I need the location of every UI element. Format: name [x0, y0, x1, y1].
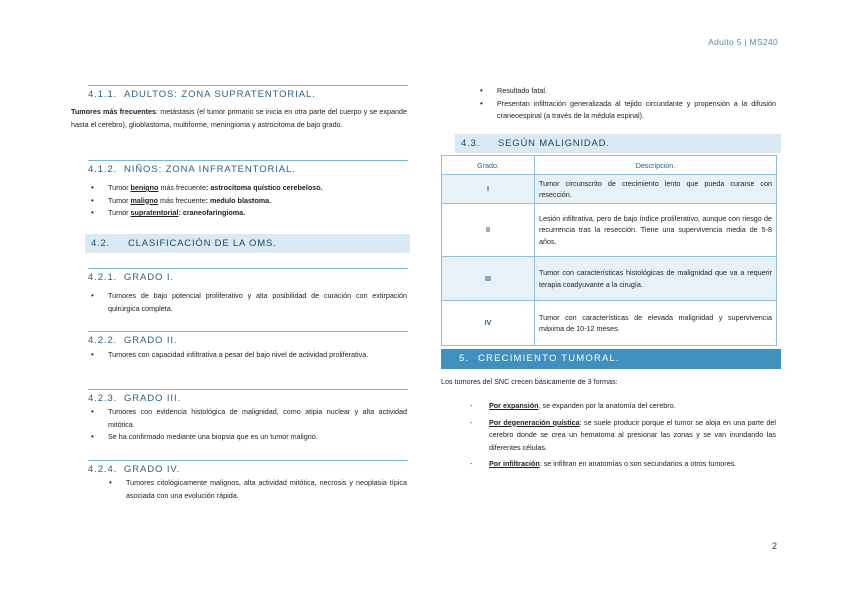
- table-row: [442, 204, 777, 257]
- heading-4-1-1: [88, 85, 408, 100]
- heading-number: 4.2.1.: [88, 272, 118, 283]
- grade-cell: I: [442, 175, 535, 204]
- list-ninos: [89, 182, 407, 220]
- heading-number: 4.3.: [461, 138, 481, 149]
- heading-4-3: [455, 134, 781, 153]
- description-cell: Tumor circunscrito de crecimiento lento que pueda curarse con resección.: [535, 175, 777, 204]
- list-item: • Tumores citológicamente malignos, alta actividad mitótica, necrosis y neoplasia típica asociada con una evolución rápida.: [107, 477, 407, 502]
- description-cell: Tumor con características de elevada malignidad y supervivencia máxima de 10-12 meses.: [535, 301, 777, 346]
- heading-4-2: [85, 234, 410, 253]
- heading-5: [441, 349, 781, 369]
- heading-number: 4.2.: [91, 238, 111, 249]
- heading-4-2-4: [88, 460, 408, 475]
- heading-title: CLASIFICACIÓN DE LA OMS.: [128, 238, 277, 249]
- list-item: • Tumores con evidencia histológica de malignidad, como atipia nuclear y alta actividad mitótica.: [89, 406, 407, 431]
- list-item: - Por expansión, se expanden por la anatomía del cerebro.: [470, 400, 776, 413]
- heading-4-2-2: [88, 331, 408, 346]
- column-header-grado: Grado.: [442, 156, 535, 175]
- list-crecimiento: [470, 400, 776, 475]
- list-item: • Resultado fatal.: [478, 85, 776, 98]
- table-row: [442, 175, 777, 204]
- list-grado-2: [89, 349, 407, 362]
- heading-number: 4.1.1.: [88, 89, 118, 100]
- list-item: - Por infiltración: se infiltran en anatomías o son secundarios a otros tumores.: [470, 458, 776, 471]
- grade-cell: IV: [442, 301, 535, 346]
- list-grado-3: [89, 406, 407, 444]
- list-item: • Tumor supratentorial: craneofaringioma.: [89, 207, 407, 220]
- heading-number: 4.1.2.: [88, 164, 118, 175]
- heading-title: NIÑOS: ZONA INFRATENTORIAL.: [124, 164, 296, 175]
- list-item: • Presentan infiltración generalizada al tejido circundante y propensión a la difusión craneoespinal (a través de la médula espinal).: [478, 98, 776, 123]
- list-item: • Tumores con capacidad infiltrativa a pesar del bajo nivel de actividad proliferativa.: [89, 349, 407, 362]
- heading-title: GRADO I.: [124, 272, 174, 283]
- malignancy-table: [441, 155, 777, 346]
- heading-title: CRECIMIENTO TUMORAL.: [478, 353, 620, 364]
- heading-title: ADULTOS: ZONA SUPRATENTORIAL.: [124, 89, 316, 100]
- list-item: • Tumor benigno más frecuente: astrocitoma quístico cerebeloso.: [89, 182, 407, 195]
- heading-number: 4.2.4.: [88, 464, 118, 475]
- paragraph-adultos: [71, 105, 407, 131]
- grade-cell: II: [442, 204, 535, 257]
- paragraph-text: : metástasis (el tumor primario se inicia en otra parte del cuerpo y se expande hasta el cerebro), glioblastoma, multiforme, meningioma y astrocitoma de bajo grado.: [71, 107, 407, 129]
- heading-number: 5.: [459, 353, 470, 364]
- page-header: Adulto 5 | MS240: [708, 37, 778, 47]
- lead-term: Tumores más frecuentes: [71, 107, 157, 116]
- list-grado-1: [89, 290, 407, 315]
- page-number: 2: [771, 541, 777, 551]
- description-cell: Tumor con características histológicas de malignidad que va a requerir terapia coadyuvante a la cirugía.: [535, 257, 777, 301]
- heading-title: GRADO II.: [124, 335, 178, 346]
- list-item: - Por degeneración quística: se suele producir porque el tumor se aloja en una parte del cerebro donde se crea un hematoma al presionar las zonas y se van inundando las diferentes células.: [470, 417, 776, 455]
- heading-number: 4.2.2.: [88, 335, 118, 346]
- heading-4-1-2: [88, 160, 408, 175]
- grade-cell: III: [442, 257, 535, 301]
- heading-title: SEGÚN MALIGNIDAD.: [498, 138, 610, 149]
- heading-title: GRADO IV.: [124, 464, 181, 475]
- list-item: • Tumores de bajo potencial proliferativo y alta posibilidad de curación con extirpación quirúrgica completa.: [89, 290, 407, 315]
- heading-number: 4.2.3.: [88, 393, 118, 404]
- list-item: • Se ha confirmado mediante una biopsia que es un tumor maligno.: [89, 431, 407, 444]
- table-row: [442, 257, 777, 301]
- heading-title: GRADO III.: [124, 393, 182, 404]
- column-header-descripcion: Descripción.: [535, 156, 777, 175]
- list-grado-4-continued: [478, 85, 776, 123]
- list-grado-4: [107, 477, 407, 502]
- heading-4-2-3: [88, 389, 408, 404]
- table-row: [442, 301, 777, 346]
- crecimiento-intro: Los tumores del SNC crecen básicamente de 3 formas:: [441, 377, 618, 386]
- description-cell: Lesión infiltrativa, pero de bajo índice proliferativo, aunque con riesgo de recurrencia tras la resección. Tiene una supervivencia media de 5-8 años.: [535, 204, 777, 257]
- heading-4-2-1: [88, 268, 408, 283]
- list-item: • Tumor maligno más frecuente: medulo blastoma.: [89, 195, 407, 208]
- table-header-row: [442, 156, 777, 175]
